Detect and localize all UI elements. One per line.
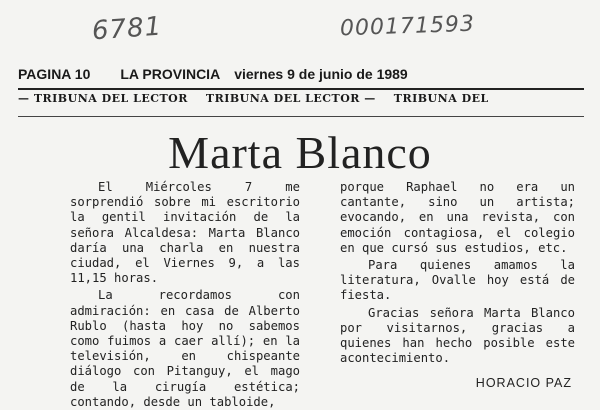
paragraph: porque Raphael no era un cantante, sino un artista; evocando, en una revista, con emoción contagiosa, el colegio en que cursó sus estudios, etc. [340,180,575,255]
paragraph: La recordamos con admiración: en casa de Alberto Rublo (hasta hoy no sabemos como fuimos a caer allí); en la televisión, en chispeante diálogo con Pitanguy, el mago de la cirugía estética; contando, desde un tabloide, [70,288,300,409]
page-header [18,66,584,82]
article-title: Marta Blanco [168,127,432,178]
section-banner [18,92,584,105]
header-rule [18,88,584,90]
handwritten-number-right: 000171593 [339,11,476,42]
newspaper-name: LA PROVINCIA [120,66,221,82]
page-number: PAGINA 10 [18,66,91,82]
article-column-left [70,180,300,410]
section-banner-part-3: TRIBUNA DEL [393,92,489,105]
section-rule [18,116,584,117]
paragraph: Para quienes amamos la literatura, Ovalle hoy está de fiesta. [340,258,575,303]
author-signature: HORACIO PAZ [475,376,572,390]
paragraph: El Miércoles 7 me sorprendió sobre mi escritorio la gentil invitación de la señora Alcaldesa: Marta Blanco daría una charla en nuestra ciudad, el Viernes 9, a las 11,15 horas. [70,180,300,286]
handwritten-number-left: 6781 [91,11,164,47]
article-column-right [340,180,575,366]
paragraph: Gracias señora Marta Blanco por visitarnos, gracias a quienes han hecho posible este acontecimiento. [340,305,575,366]
section-banner-part-1: — TRIBUNA DEL LECTOR [18,92,188,105]
publication-date: viernes 9 de junio de 1989 [234,66,408,82]
section-banner-part-2: TRIBUNA DEL LECTOR — [205,92,376,105]
